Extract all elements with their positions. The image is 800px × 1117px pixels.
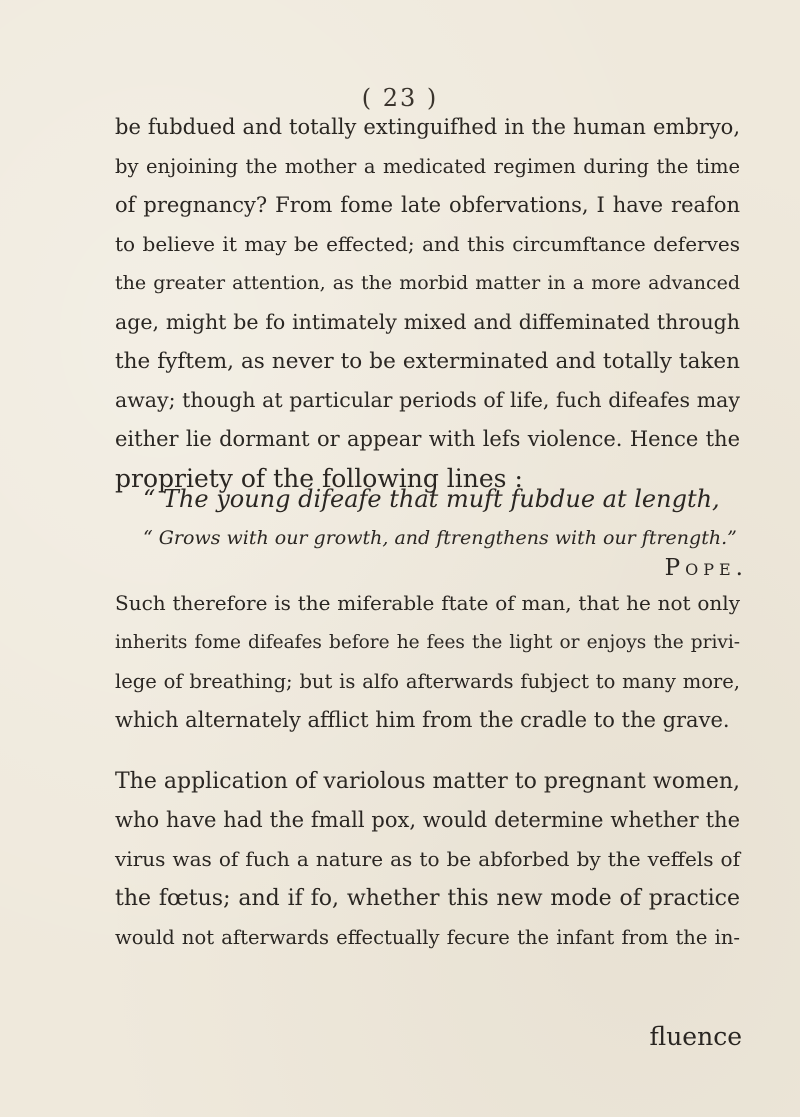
paragraph-miserable-state — [115, 584, 740, 740]
text-line: the fœtus; and if fo, whether this new mode of practice — [115, 886, 740, 911]
quote-attribution: Pope. — [664, 555, 748, 581]
text-line: the greater attention, as the morbid matter in a more advanced — [115, 272, 740, 294]
paragraph-embryo-regimen — [115, 108, 740, 498]
text-line: of pregnancy? From fome late obfervations, I have reafon — [115, 193, 740, 217]
verse-line: “ The young difeafe that muft fubdue at length, — [143, 485, 720, 513]
text-line: either lie dormant or appear with lefs violence. Hence the — [115, 427, 740, 451]
verse-quotation — [143, 480, 743, 558]
text-line: Such therefore is the miferable ftate of man, that he not only — [115, 591, 740, 615]
text-line: would not afterwards effectually fecure the infant from the in- — [115, 926, 740, 949]
text-line: age, might be fo intimately mixed and diffeminated through — [115, 310, 740, 334]
text-line: propriety of the following lines : — [115, 464, 523, 493]
text-line: who have had the fmall pox, would determine whether the — [115, 808, 740, 832]
text-line: lege of breathing; but is alfo afterwards fubject to many more, — [115, 670, 740, 693]
text-line: by enjoining the mother a medicated regimen during the time — [115, 155, 740, 178]
text-line: away; though at particular periods of life, fuch difeafes may — [115, 388, 740, 412]
text-line: virus was of fuch a nature as to be abforbed by the veffels of — [115, 847, 740, 871]
text-line: which alternately afflict him from the cradle to the grave. — [115, 708, 730, 732]
page-number: ( 23 ) — [361, 84, 439, 112]
catchword: fluence — [649, 1022, 742, 1051]
text-line: be fubdued and totally extinguifhed in the human embryo, — [115, 115, 740, 139]
text-line: The application of variolous matter to pregnant women, — [115, 769, 740, 794]
text-line: the fyftem, as never to be exterminated and totally taken — [115, 349, 740, 374]
text-line: to believe it may be effected; and this circumftance deferves — [115, 232, 740, 256]
text-line: inherits fome difeafes before he fees the light or enjoys the privi- — [115, 632, 740, 653]
paragraph-variolous-application — [115, 762, 740, 957]
verse-line: “ Grows with our growth, and ftrengthens with our ftrength.” — [143, 527, 737, 549]
